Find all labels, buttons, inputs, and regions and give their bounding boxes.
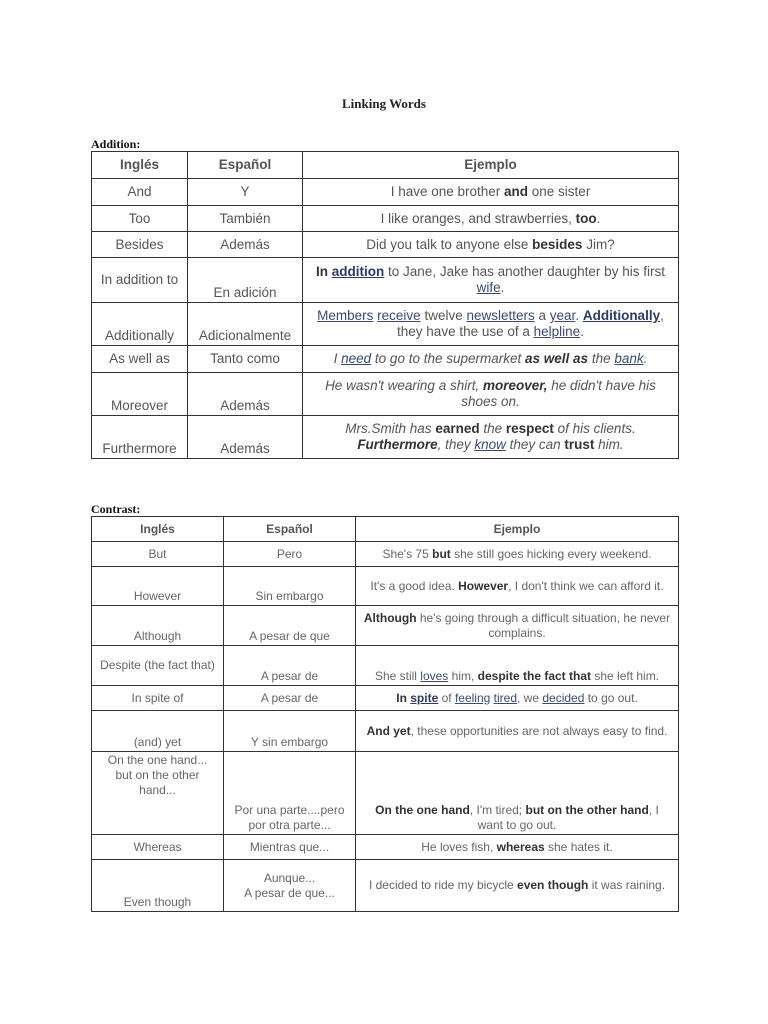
sentence-fragment: Did you talk to anyone else [366,236,533,252]
example-sentence [303,232,679,258]
sentence-fragment: to go out. [584,690,638,705]
table-row [92,711,679,752]
example-sentence [356,711,679,752]
sentence-fragment: He loves fish, [421,839,497,854]
table-row [92,567,679,606]
sentence-fragment: but [432,546,451,561]
sentence-fragment: . [643,351,648,366]
sentence-fragment: I [333,351,342,366]
sentence-fragment: of his clients. [553,421,636,436]
addition-table [91,151,679,459]
word-spanish: También [188,206,303,232]
word-english: Even though [92,860,224,912]
word-spanish: Adicionalmente [188,303,303,346]
word-english: Too [92,206,188,232]
sentence-fragment: he's going through a difficult situation, he never complains. [416,610,671,640]
word-spanish: A pesar de que [224,606,356,646]
sentence-fragment: it was raining. [588,878,666,892]
sentence-fragment: respect [505,421,554,436]
sentence-fragment: , I'm tired; [469,803,526,817]
underlined-word: Additionally [582,308,661,323]
table-row [92,232,679,258]
word-spanish: Tanto como [188,346,303,373]
example-sentence [356,606,679,646]
example-sentence [303,416,679,459]
table-header-row [92,517,679,542]
sentence-fragment: he didn't have his shoes on. [461,378,656,409]
sentence-fragment: And yet [366,723,411,738]
sentence-fragment: . [580,324,584,339]
example-sentence [356,686,679,711]
word-spanish: Y sin embargo [224,711,356,752]
sentence-fragment: whereas [496,839,545,854]
word-spanish: A pesar de [224,686,356,711]
header-ingles: Inglés [92,517,224,542]
contrast-table [91,516,679,912]
word-spanish: Aunque... A pesar de que... [224,860,356,912]
header-espanol: Español [224,517,356,542]
sentence-fragment: In [316,264,332,279]
sentence-fragment: She still [374,669,421,683]
word-english: In spite of [92,686,224,711]
sentence-fragment: Furthermore [357,437,438,452]
word-english: Moreover [92,373,188,416]
word-spanish: A pesar de [224,646,356,686]
word-spanish: Mientras que... [224,835,356,860]
sentence-fragment: as well as [525,351,589,366]
table-header-row [92,152,679,179]
example-sentence [356,542,679,567]
word-spanish: Además [188,232,303,258]
sentence-fragment: a [534,308,550,323]
sentence-fragment: the [588,351,615,366]
word-english: In addition to [92,258,188,303]
sentence-fragment: earned [435,421,480,436]
word-english: However [92,567,224,606]
sentence-fragment: In [396,690,411,705]
sentence-fragment: him, [448,669,478,683]
example-sentence [303,303,679,346]
sentence-fragment: , I want to go out. [477,803,659,832]
word-english: And [92,179,188,206]
underlined-word: helpline [533,324,581,339]
example-sentence [303,346,679,373]
word-spanish: Y [188,179,303,206]
example-sentence [303,179,679,206]
underlined-word: need [341,351,372,366]
sentence-fragment: , we [517,690,543,705]
sentence-fragment: but on the other hand [525,803,649,817]
table-row [92,606,679,646]
sentence-fragment: , these opportunities are not always easy to find. [410,723,668,738]
example-sentence [356,835,679,860]
sentence-fragment: they can [505,437,565,452]
underlined-word: feeling [454,690,491,705]
sentence-fragment: to Jane, Jake has another daughter by his first [384,264,665,279]
page-title: Linking Words [342,96,426,111]
underlined-word: wife [476,280,501,295]
sentence-fragment: , they [437,437,475,452]
header-ejemplo: Ejemplo [356,517,679,542]
sentence-fragment: one sister [528,184,591,199]
word-english: Additionally [92,303,188,346]
sentence-fragment: trust [564,437,595,452]
example-sentence [356,752,679,835]
sentence-fragment: Mrs.Smith has [345,421,436,436]
header-ejemplo: Ejemplo [303,152,679,179]
word-english: As well as [92,346,188,373]
word-english: Whereas [92,835,224,860]
example-sentence [303,258,679,303]
sentence-fragment: of [438,690,455,705]
underlined-word: spite [410,690,439,705]
contrast-section-label: Contrast: [91,502,141,516]
table-row [92,835,679,860]
sentence-fragment: even though [517,878,589,892]
table-row [92,542,679,567]
word-english: Although [92,606,224,646]
underlined-word: newsletters [466,308,535,323]
word-spanish: Sin embargo [224,567,356,606]
underlined-word: receive [377,308,421,323]
table-row [92,303,679,346]
word-spanish: Además [188,416,303,459]
sentence-fragment: Although [363,610,417,625]
sentence-fragment: She's 75 [382,546,433,561]
sentence-fragment: despite the fact that [477,669,592,683]
sentence-fragment: Jim? [582,236,615,252]
word-english: But [92,542,224,567]
sentence-fragment: On the one hand [375,803,470,817]
sentence-fragment: she still goes hicking every weekend. [450,546,652,561]
sentence-fragment: and [504,184,529,199]
word-english: Besides [92,232,188,258]
table-row [92,373,679,416]
table-row [92,416,679,459]
example-sentence [303,373,679,416]
sentence-fragment: , they have the use of a [397,308,664,339]
sentence-fragment: besides [532,236,583,252]
sentence-fragment: I have one brother [390,184,505,199]
underlined-word: tired [493,690,517,705]
sentence-fragment: moreover, [482,378,548,393]
word-spanish: Por una parte....pero por otra parte... [224,752,356,835]
example-sentence [356,646,679,686]
sentence-fragment: I like oranges, and strawberries, [380,210,576,226]
sentence-fragment: too [575,210,597,226]
table-row [92,258,679,303]
sentence-fragment: . [500,280,505,295]
table-row [92,686,679,711]
example-sentence [356,860,679,912]
sentence-fragment: twelve [420,308,467,323]
sentence-fragment: to go to the supermarket [371,351,526,366]
sentence-fragment: I decided to ride my bicycle [368,878,518,892]
table-row [92,860,679,912]
header-ingles: Inglés [92,152,188,179]
sentence-fragment: , I don't think we can afford it. [508,578,664,593]
word-english: (and) yet [92,711,224,752]
example-sentence [356,567,679,606]
table-row [92,179,679,206]
sentence-fragment: . [596,210,601,226]
underlined-word: bank [614,351,644,366]
sentence-fragment: she hates it. [544,839,613,854]
addition-section-label: Addition: [91,137,141,151]
example-sentence [303,206,679,232]
underlined-word: decided [542,690,585,705]
word-spanish: Pero [224,542,356,567]
sentence-fragment: she left him. [591,669,660,683]
sentence-fragment: the [479,421,506,436]
sentence-fragment: It's a good idea. [370,578,459,593]
word-spanish: Además [188,373,303,416]
table-row [92,206,679,232]
underlined-word: know [474,437,506,452]
underlined-word: addition [331,264,385,279]
word-english: Despite (the fact that) [92,646,224,686]
underlined-word: year [549,308,576,323]
word-english: Furthermore [92,416,188,459]
word-spanish: En adición [188,258,303,303]
header-espanol: Español [188,152,303,179]
table-row [92,752,679,835]
sentence-fragment: him. [594,437,624,452]
word-english: On the one hand... but on the other hand... [92,752,224,835]
sentence-fragment: However [458,578,509,593]
sentence-fragment: . [575,308,583,323]
table-row [92,346,679,373]
underlined-word: loves [420,669,449,683]
underlined-word: Members [317,308,374,323]
table-row [92,646,679,686]
sentence-fragment: He wasn't wearing a shirt, [325,378,483,393]
